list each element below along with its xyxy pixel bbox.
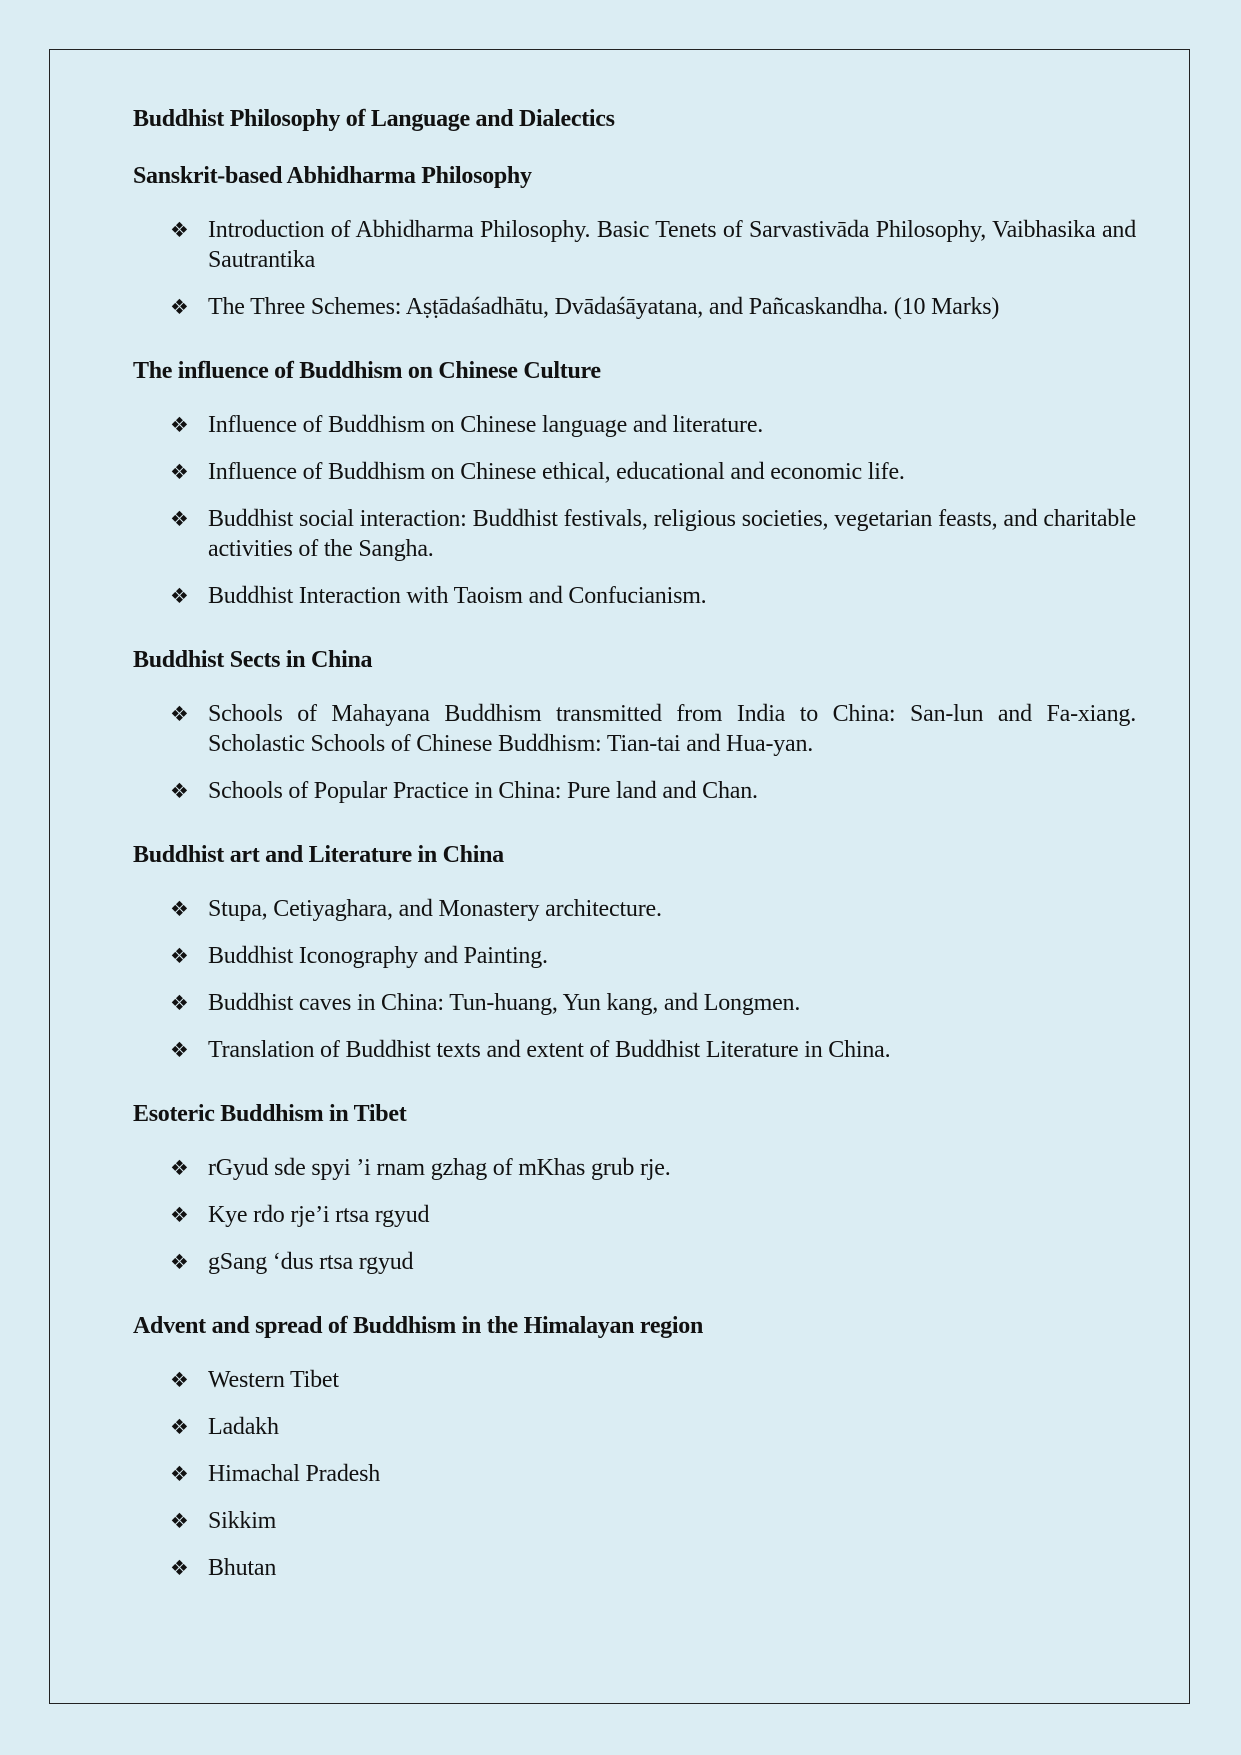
section-heading: Advent and spread of Buddhism in the Himalayan region (133, 1313, 704, 1339)
section (133, 357, 1136, 611)
bullet-list (133, 699, 1136, 806)
list-item (170, 988, 1136, 1018)
diamond-bullet-icon: ❖ (170, 295, 189, 319)
section (133, 646, 1136, 806)
list-item-text: gSang ‘dus rtsa rgyud (208, 1249, 414, 1275)
diamond-bullet-icon: ❖ (170, 1509, 189, 1533)
list-item-text: Ladakh (208, 1414, 279, 1440)
list-item (170, 1153, 1136, 1183)
diamond-bullet-icon: ❖ (170, 1156, 189, 1180)
list-item (170, 1247, 1136, 1277)
section-heading: Esoteric Buddhism in Tibet (133, 1101, 407, 1127)
list-item-text: The Three Schemes: Aṣṭādaśadhātu, Dvādaśāyatana, and Pañcaskandha. (10 Marks) (208, 294, 1000, 320)
list-item (170, 410, 1136, 440)
diamond-bullet-icon: ❖ (170, 897, 189, 921)
list-item-text: Buddhist Interaction with Taoism and Confucianism. (208, 583, 707, 609)
sections-container (133, 162, 1136, 1583)
list-item-text: Schools of Mahayana Buddhism transmitted from India to China: San-lun and Fa-xiang. Scholastic Schools of Chinese Buddhism: Tian-tai and Hua-yan. (208, 701, 1136, 757)
section-heading: Sanskrit-based Abhidharma Philosophy (133, 163, 532, 189)
bullet-list (133, 1153, 1136, 1277)
list-item (170, 699, 1136, 759)
list-item-text: Influence of Buddhism on Chinese language and literature. (208, 412, 764, 438)
list-item (170, 504, 1136, 564)
section-heading: Buddhist Sects in China (133, 647, 373, 673)
list-item-text: Introduction of Abhidharma Philosophy. Basic Tenets of Sarvastivāda Philosophy, Vaibhasika and Sautrantika (208, 217, 1136, 273)
list-item-text: Stupa, Cetiyaghara, and Monastery architecture. (208, 896, 662, 922)
diamond-bullet-icon: ❖ (170, 1203, 189, 1227)
list-item-text: Buddhist Iconography and Painting. (208, 943, 548, 969)
page-title: Buddhist Philosophy of Language and Dialectics (133, 106, 615, 132)
section-heading: The influence of Buddhism on Chinese Culture (133, 358, 601, 384)
list-item (170, 457, 1136, 487)
diamond-bullet-icon: ❖ (170, 1556, 189, 1580)
section-heading: Buddhist art and Literature in China (133, 842, 504, 868)
list-item-text: Schools of Popular Practice in China: Pure land and Chan. (208, 778, 758, 804)
list-item-text: Kye rdo rje’i rtsa rgyud (208, 1202, 430, 1228)
bullet-list (133, 894, 1136, 1065)
list-item-text: Influence of Buddhism on Chinese ethical, educational and economic life. (208, 459, 905, 485)
diamond-bullet-icon: ❖ (170, 1368, 189, 1392)
list-item-text: Buddhist caves in China: Tun-huang, Yun kang, and Longmen. (208, 990, 801, 1016)
section (133, 841, 1136, 1065)
bullet-list (133, 215, 1136, 322)
diamond-bullet-icon: ❖ (170, 1415, 189, 1439)
list-item-text: Bhutan (208, 1555, 277, 1581)
list-item (170, 1035, 1136, 1065)
list-item (170, 1459, 1136, 1489)
diamond-bullet-icon: ❖ (170, 944, 189, 968)
list-item (170, 215, 1136, 275)
diamond-bullet-icon: ❖ (170, 702, 189, 726)
list-item-text: rGyud sde spyi ’i rnam gzhag of mKhas grub rje. (208, 1155, 671, 1181)
list-item (170, 776, 1136, 806)
diamond-bullet-icon: ❖ (170, 779, 189, 803)
list-item (170, 894, 1136, 924)
diamond-bullet-icon: ❖ (170, 1038, 189, 1062)
diamond-bullet-icon: ❖ (170, 991, 189, 1015)
diamond-bullet-icon: ❖ (170, 507, 189, 531)
list-item-text: Buddhist social interaction: Buddhist festivals, religious societies, vegetarian feasts, and charitable activities of the Sangha. (208, 506, 1136, 562)
bullet-list (133, 1365, 1136, 1583)
list-item (170, 1365, 1136, 1395)
diamond-bullet-icon: ❖ (170, 584, 189, 608)
section (133, 162, 1136, 322)
document-content (133, 105, 1136, 1618)
diamond-bullet-icon: ❖ (170, 460, 189, 484)
list-item (170, 1553, 1136, 1583)
list-item (170, 581, 1136, 611)
list-item (170, 941, 1136, 971)
list-item-text: Western Tibet (208, 1367, 339, 1393)
section (133, 1312, 1136, 1583)
list-item-text: Translation of Buddhist texts and extent of Buddhist Literature in China. (208, 1037, 891, 1063)
diamond-bullet-icon: ❖ (170, 413, 189, 437)
page-frame (49, 49, 1190, 1704)
list-item (170, 1506, 1136, 1536)
bullet-list (133, 410, 1136, 611)
list-item (170, 1200, 1136, 1230)
diamond-bullet-icon: ❖ (170, 1462, 189, 1486)
diamond-bullet-icon: ❖ (170, 218, 189, 242)
list-item-text: Himachal Pradesh (208, 1461, 381, 1487)
list-item (170, 1412, 1136, 1442)
diamond-bullet-icon: ❖ (170, 1250, 189, 1274)
list-item (170, 292, 1136, 322)
section (133, 1100, 1136, 1277)
list-item-text: Sikkim (208, 1508, 277, 1534)
